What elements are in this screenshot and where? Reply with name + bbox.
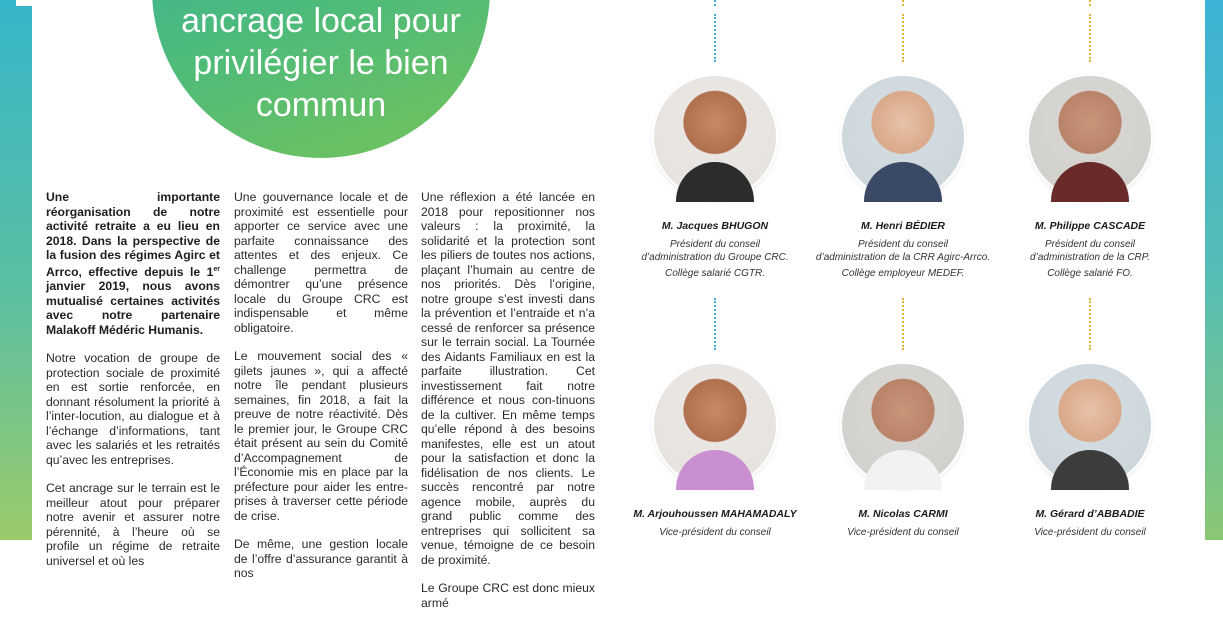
portrait-shoulders [1051,162,1129,202]
col2-paragraph-1: Une gouvernance locale et de proximité est essentielle pour apporter ce service avec une parfaite connaissance des attentes et des enjeux. Ce challenge permettra de démontrer qu’une présence locale du Groupe CRC est indispensable et même obligatoire. [234,190,408,335]
portrait-shoulders [864,450,942,490]
person-name-2: M. Henri BÉDIER [860,220,945,232]
portrait-shoulders [864,162,942,202]
role-line: Président du conseil [669,239,761,250]
intro-text-a: Une importante réorganisation de notre activité retraite a eu lieu en 2018. Dans la perspective de la fusion des régimes Agirc et Arrco, effective depuis le 1 [46,190,220,279]
heading-line-3: commun [255,86,387,124]
person-name-3: M. Philippe CASCADE [1034,220,1146,232]
connector-top-1 [714,0,716,6]
left-band-notch [16,0,32,6]
role-line: Président du conseil [857,239,949,250]
connector-6 [1089,298,1091,350]
connector-3 [1089,14,1091,62]
portrait-photo-5 [842,364,964,486]
role-line: d’administration du Groupe CRC. [641,252,789,263]
heading-line-1: ancrage local pour [181,2,461,40]
person-college-3: Collège salarié FO. [1047,268,1133,279]
role-line: d’administration de la CRP. [1030,252,1150,263]
portrait-shoulders [676,450,754,490]
col1-paragraph-3: Cet ancrage sur le terrain est le meilleur atout pour préparer notre avenir et assurer notre pérennité, à l’heure où se profile un régime de retraite universel et où les [46,481,220,568]
portrait-photo-4 [654,364,776,486]
person-name-5: M. Nicolas CARMI [858,508,948,520]
portrait-photo-6 [1029,364,1151,486]
portrait-photo-3 [1029,76,1151,198]
connector-5 [902,298,904,350]
heading-line-2: privilégier le bien [193,44,449,82]
person-role-3 [980,238,1200,264]
role-line: Vice-président du conseil [659,527,771,538]
role-line: Vice-président du conseil [1034,527,1146,538]
intro-paragraph [46,190,220,337]
person-role-1 [605,238,825,264]
role-line: Président du conseil [1044,239,1136,250]
col1-paragraph-2: Notre vocation de groupe de protection sociale de proximité en est sortie renforcée, en donnant résolument la priorité à l’inter-locution, au dialogue et à l’échange d’informations, tant avec les salariés et les retraités qu’avec les entreprises. [46,351,220,467]
connector-4 [714,298,716,350]
connector-2 [902,14,904,62]
text-column-3 [421,190,595,624]
col3-paragraph-2: Le Groupe CRC est donc mieux armé [421,581,595,610]
role-line: Vice-président du conseil [847,527,959,538]
text-column-2 [234,190,408,595]
person-role-4 [605,526,825,539]
person-college-1: Collège salarié CGTR. [664,268,766,279]
person-name-1: M. Jacques BHUGON [661,220,769,232]
page-heading [152,0,490,126]
text-column-1 [46,190,220,582]
intro-text-b: janvier 2019, nous avons mutualisé certaines activités avec notre partenaire Malakoff Médéric Humanis. [46,279,220,337]
col3-paragraph-1: Une réflexion a été lancée en 2018 pour repositionner nos valeurs : la proximité, la solidarité et la protection sont les piliers de toutes nos actions, plaçant l’humain au centre de nos priorités. Dès l’origine, notre groupe s’est investi dans la prévention et l’entraide et n’a cessé de renforcer sa présence sur le terrain social. La Tournée des Aidants Familiaux en est la parfaite illustration. Cet investissement fait notre différence et nous con-tinuons de la cultiver. En même temps qu’elle répond à des besoins manifestes, elle est un atout pour la satisfaction et donc la fidélisation de nos clients. Le succès rencontré par notre agence mobile, auprès du grand public comme des entreprises qui sollicitent sa venue, témoigne de ce besoin de proximité. [421,190,595,567]
person-name-4: M. Arjouhoussen MAHAMADALY [633,508,797,520]
connector-top-3 [1089,0,1091,6]
person-role-6 [980,526,1200,539]
connector-1 [714,14,716,62]
portrait-shoulders [676,162,754,202]
left-gradient-band [0,0,32,540]
connector-top-2 [902,0,904,6]
right-gradient-band [1205,0,1223,540]
col2-paragraph-2: Le mouvement social des « gilets jaunes », qui a affecté notre île pendant plusieurs semaines, fin 2018, a fait la preuve de notre réactivité. Dès le premier jour, le Groupe CRC était présent au sein du Comité d’Accompagnement de l’Économie mis en place par la préfecture pour aider les entre-prises à traverser cette période de crise. [234,349,408,523]
portrait-photo-1 [654,76,776,198]
col2-paragraph-3: De même, une gestion locale de l’offre d’assurance garantit à nos [234,537,408,580]
person-name-6: M. Gérard d’ABBADIE [1035,508,1145,520]
intro-sup: er [213,265,220,273]
portrait-shoulders [1051,450,1129,490]
role-line: d’administration de la CRR Agirc-Arrco. [815,252,991,263]
person-college-2: Collège employeur MEDEF. [841,268,965,279]
portrait-photo-2 [842,76,964,198]
